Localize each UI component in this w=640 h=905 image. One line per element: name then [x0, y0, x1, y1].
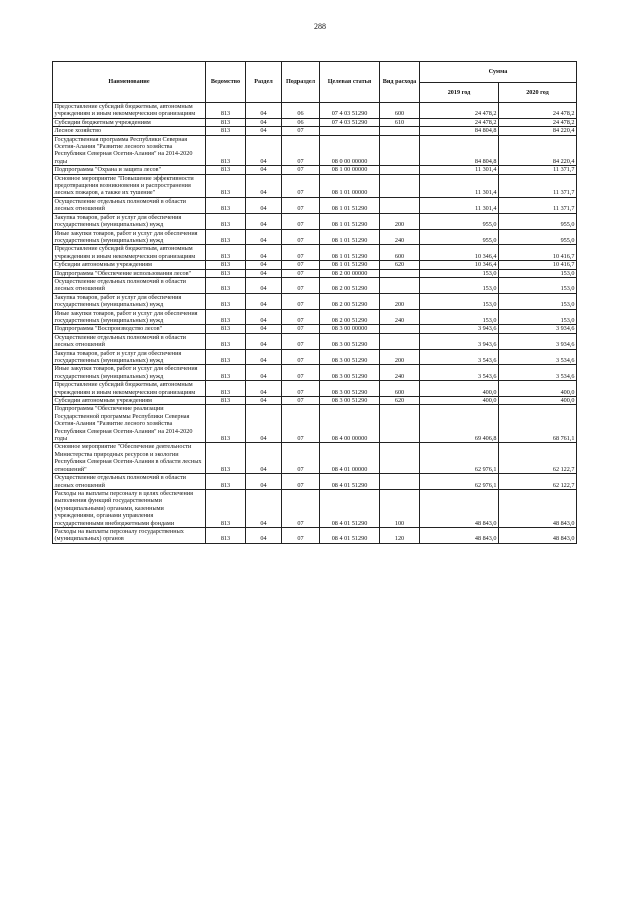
- cell-razdel: 04: [246, 103, 282, 119]
- table-row: [53, 197, 577, 213]
- cell-target-article: 08 3 00 51290: [320, 349, 380, 365]
- table-row: [53, 397, 577, 405]
- cell-vedomstvo: 813: [206, 174, 246, 197]
- cell-name: Закупка товаров, работ и услуг для обеспечения государственных (муниципальных) нужд: [53, 293, 206, 309]
- cell-sum-2019: 3 543,6: [420, 349, 499, 365]
- cell-vedomstvo: 813: [206, 381, 246, 397]
- cell-razdel: 04: [246, 474, 282, 490]
- header-target-article: Целевая статья: [320, 62, 380, 103]
- cell-podrazdel: 07: [282, 325, 320, 333]
- cell-podrazdel: 07: [282, 127, 320, 135]
- cell-sum-2019: 3 543,6: [420, 365, 499, 381]
- cell-expense-type: [380, 333, 420, 349]
- cell-target-article: [320, 127, 380, 135]
- cell-podrazdel: 07: [282, 489, 320, 527]
- cell-vedomstvo: 813: [206, 127, 246, 135]
- cell-sum-2019: 153,0: [420, 309, 499, 325]
- cell-podrazdel: 07: [282, 405, 320, 443]
- cell-vedomstvo: 813: [206, 118, 246, 126]
- cell-name: Осуществление отдельных полномочий в области лесных отношений: [53, 277, 206, 293]
- cell-sum-2020: 10 416,7: [499, 245, 577, 261]
- cell-razdel: 04: [246, 325, 282, 333]
- table-row: [53, 166, 577, 174]
- cell-razdel: 04: [246, 118, 282, 126]
- cell-vedomstvo: 813: [206, 135, 246, 166]
- cell-razdel: 04: [246, 277, 282, 293]
- cell-name: Осуществление отдельных полномочий в области лесных отношений: [53, 474, 206, 490]
- table-row: [53, 174, 577, 197]
- cell-razdel: 04: [246, 293, 282, 309]
- cell-sum-2019: 11 301,4: [420, 174, 499, 197]
- cell-sum-2020: 153,0: [499, 269, 577, 277]
- cell-target-article: 08 4 01 51290: [320, 527, 380, 543]
- cell-expense-type: 200: [380, 213, 420, 229]
- cell-expense-type: 600: [380, 245, 420, 261]
- cell-expense-type: 200: [380, 349, 420, 365]
- cell-target-article: 08 4 01 51290: [320, 489, 380, 527]
- cell-vedomstvo: 813: [206, 349, 246, 365]
- cell-sum-2020: 400,0: [499, 381, 577, 397]
- cell-vedomstvo: 813: [206, 277, 246, 293]
- cell-expense-type: [380, 325, 420, 333]
- table-row: [53, 103, 577, 119]
- cell-sum-2020: 955,0: [499, 213, 577, 229]
- cell-podrazdel: 07: [282, 527, 320, 543]
- cell-vedomstvo: 813: [206, 229, 246, 245]
- cell-vedomstvo: 813: [206, 213, 246, 229]
- cell-razdel: 04: [246, 527, 282, 543]
- cell-target-article: 08 2 00 51290: [320, 309, 380, 325]
- cell-name: Государственная программа Республики Северная Осетия-Алания "Развитие лесного хозяйства Республики Северная Осетия-Алания" на 2014-2020 годы: [53, 135, 206, 166]
- cell-target-article: 08 3 00 51290: [320, 365, 380, 381]
- cell-sum-2019: 69 406,8: [420, 405, 499, 443]
- cell-podrazdel: 07: [282, 229, 320, 245]
- cell-name: Лесное хозяйство: [53, 127, 206, 135]
- header-expense-type: Вид расхода: [380, 62, 420, 103]
- cell-name: Субсидии автономным учреждениям: [53, 261, 206, 269]
- cell-sum-2020: 3 534,6: [499, 349, 577, 365]
- cell-podrazdel: 07: [282, 174, 320, 197]
- cell-vedomstvo: 813: [206, 405, 246, 443]
- cell-podrazdel: 07: [282, 443, 320, 474]
- cell-expense-type: 240: [380, 309, 420, 325]
- header-name: Наименование: [53, 62, 206, 103]
- cell-name: Расходы на выплаты персоналу государственных (муниципальных) органов: [53, 527, 206, 543]
- cell-expense-type: [380, 166, 420, 174]
- cell-vedomstvo: 813: [206, 527, 246, 543]
- cell-razdel: 04: [246, 489, 282, 527]
- cell-razdel: 04: [246, 309, 282, 325]
- cell-expense-type: [380, 277, 420, 293]
- cell-sum-2020: 24 478,2: [499, 118, 577, 126]
- cell-name: Расходы на выплаты персоналу в целях обеспечения выполнения функций государственными (муниципальными) органами, казенными учреждениями, органами управления государственными внебюджетными фондами: [53, 489, 206, 527]
- cell-podrazdel: 07: [282, 245, 320, 261]
- cell-name: Подпрограмма "Обеспечение реализации Государственной программы Республики Северная Осетия-Алания "Развитие лесного хозяйства Республики Северная Осетия-Алания" на 2014-2020 годы: [53, 405, 206, 443]
- cell-vedomstvo: 813: [206, 309, 246, 325]
- cell-expense-type: 120: [380, 527, 420, 543]
- cell-target-article: 08 4 01 00000: [320, 443, 380, 474]
- cell-razdel: 04: [246, 135, 282, 166]
- cell-target-article: 08 1 01 51290: [320, 213, 380, 229]
- cell-podrazdel: 07: [282, 293, 320, 309]
- table-row: [53, 349, 577, 365]
- cell-sum-2019: 10 346,4: [420, 245, 499, 261]
- table-row: [53, 229, 577, 245]
- cell-name: Подпрограмма "Воспроизводство лесов": [53, 325, 206, 333]
- cell-sum-2020: 3 934,6: [499, 333, 577, 349]
- cell-sum-2020: 62 122,7: [499, 474, 577, 490]
- cell-name: Закупка товаров, работ и услуг для обеспечения государственных (муниципальных) нужд: [53, 213, 206, 229]
- cell-razdel: 04: [246, 174, 282, 197]
- cell-expense-type: 240: [380, 229, 420, 245]
- cell-podrazdel: 07: [282, 197, 320, 213]
- cell-razdel: 04: [246, 333, 282, 349]
- cell-expense-type: [380, 405, 420, 443]
- cell-vedomstvo: 813: [206, 166, 246, 174]
- table-row: [53, 489, 577, 527]
- header-razdel: Раздел: [246, 62, 282, 103]
- cell-expense-type: 100: [380, 489, 420, 527]
- cell-expense-type: 200: [380, 293, 420, 309]
- cell-sum-2019: 48 843,0: [420, 489, 499, 527]
- cell-sum-2019: 153,0: [420, 293, 499, 309]
- cell-expense-type: [380, 197, 420, 213]
- cell-sum-2020: 3 534,6: [499, 365, 577, 381]
- cell-expense-type: [380, 474, 420, 490]
- cell-sum-2019: 10 346,4: [420, 261, 499, 269]
- cell-sum-2019: 24 478,2: [420, 118, 499, 126]
- cell-name: Иные закупки товаров, работ и услуг для обеспечения государственных (муниципальных) нужд: [53, 365, 206, 381]
- table-row: [53, 135, 577, 166]
- budget-table: [52, 61, 577, 544]
- cell-razdel: 04: [246, 245, 282, 261]
- cell-vedomstvo: 813: [206, 489, 246, 527]
- header-sum: Сумма: [420, 62, 577, 83]
- cell-name: Осуществление отдельных полномочий в области лесных отношений: [53, 197, 206, 213]
- cell-expense-type: 600: [380, 381, 420, 397]
- cell-name: Субсидии бюджетным учреждениям: [53, 118, 206, 126]
- cell-target-article: 08 1 01 51290: [320, 245, 380, 261]
- cell-target-article: 08 1 01 51290: [320, 261, 380, 269]
- table-row: [53, 405, 577, 443]
- cell-sum-2019: 153,0: [420, 277, 499, 293]
- table-row: [53, 245, 577, 261]
- cell-name: Подпрограмма "Обеспечение использования лесов": [53, 269, 206, 277]
- cell-vedomstvo: 813: [206, 103, 246, 119]
- cell-sum-2019: 62 976,1: [420, 474, 499, 490]
- cell-target-article: 08 1 01 51290: [320, 229, 380, 245]
- cell-razdel: 04: [246, 213, 282, 229]
- cell-target-article: 08 0 00 00000: [320, 135, 380, 166]
- cell-sum-2019: 48 843,0: [420, 527, 499, 543]
- cell-expense-type: [380, 443, 420, 474]
- cell-sum-2020: 3 934,6: [499, 325, 577, 333]
- table-row: [53, 127, 577, 135]
- table-row: [53, 474, 577, 490]
- cell-razdel: 04: [246, 349, 282, 365]
- cell-razdel: 04: [246, 365, 282, 381]
- cell-target-article: 08 1 01 51290: [320, 197, 380, 213]
- cell-target-article: 08 3 00 51290: [320, 397, 380, 405]
- cell-name: Основное мероприятие "Обеспечение деятельности Министерства природных ресурсов и экологии Республики Северная Осетия-Алания в области лесных отношений": [53, 443, 206, 474]
- cell-target-article: 08 4 01 51290: [320, 474, 380, 490]
- cell-razdel: 04: [246, 197, 282, 213]
- cell-podrazdel: 07: [282, 349, 320, 365]
- cell-sum-2020: 10 416,7: [499, 261, 577, 269]
- table-row: [53, 269, 577, 277]
- cell-sum-2019: 400,0: [420, 381, 499, 397]
- cell-podrazdel: 07: [282, 333, 320, 349]
- cell-expense-type: 620: [380, 397, 420, 405]
- cell-name: Предоставление субсидий бюджетным, автономным учреждениям и иным некоммерческим организациям: [53, 103, 206, 119]
- cell-sum-2020: 48 843,0: [499, 489, 577, 527]
- cell-vedomstvo: 813: [206, 197, 246, 213]
- cell-razdel: 04: [246, 229, 282, 245]
- cell-target-article: 08 3 00 51290: [320, 333, 380, 349]
- cell-razdel: 04: [246, 269, 282, 277]
- cell-vedomstvo: 813: [206, 333, 246, 349]
- cell-name: Осуществление отдельных полномочий в области лесных отношений: [53, 333, 206, 349]
- header-year-2019: 2019 год: [420, 83, 499, 103]
- table-row: [53, 365, 577, 381]
- cell-name: Субсидии автономным учреждениям: [53, 397, 206, 405]
- cell-sum-2020: 24 478,2: [499, 103, 577, 119]
- cell-podrazdel: 07: [282, 474, 320, 490]
- cell-target-article: 07 4 03 51290: [320, 118, 380, 126]
- cell-name: Предоставление субсидий бюджетным, автономным учреждениям и иным некоммерческим организациям: [53, 245, 206, 261]
- cell-sum-2019: 62 976,1: [420, 443, 499, 474]
- cell-sum-2019: 11 301,4: [420, 166, 499, 174]
- cell-target-article: 08 2 00 51290: [320, 277, 380, 293]
- cell-target-article: 08 1 00 00000: [320, 166, 380, 174]
- cell-name: Предоставление субсидий бюджетным, автономным учреждениям и иным некоммерческим организациям: [53, 381, 206, 397]
- cell-target-article: 07 4 03 51290: [320, 103, 380, 119]
- cell-expense-type: 610: [380, 118, 420, 126]
- cell-vedomstvo: 813: [206, 261, 246, 269]
- cell-sum-2019: 11 301,4: [420, 197, 499, 213]
- cell-sum-2020: 153,0: [499, 309, 577, 325]
- cell-target-article: 08 2 00 51290: [320, 293, 380, 309]
- cell-podrazdel: 07: [282, 381, 320, 397]
- table-row: [53, 213, 577, 229]
- cell-vedomstvo: 813: [206, 325, 246, 333]
- cell-sum-2020: 955,0: [499, 229, 577, 245]
- table-row: [53, 277, 577, 293]
- cell-sum-2019: 955,0: [420, 229, 499, 245]
- cell-vedomstvo: 813: [206, 269, 246, 277]
- cell-razdel: 04: [246, 381, 282, 397]
- cell-target-article: 08 2 00 00000: [320, 269, 380, 277]
- cell-sum-2020: 68 761,1: [499, 405, 577, 443]
- cell-podrazdel: 07: [282, 269, 320, 277]
- cell-expense-type: 240: [380, 365, 420, 381]
- cell-expense-type: [380, 174, 420, 197]
- cell-podrazdel: 06: [282, 103, 320, 119]
- table-row: [53, 293, 577, 309]
- cell-razdel: 04: [246, 261, 282, 269]
- cell-vedomstvo: 813: [206, 245, 246, 261]
- cell-expense-type: 600: [380, 103, 420, 119]
- cell-vedomstvo: 813: [206, 293, 246, 309]
- cell-sum-2019: 84 804,8: [420, 127, 499, 135]
- cell-sum-2020: 400,0: [499, 397, 577, 405]
- cell-vedomstvo: 813: [206, 443, 246, 474]
- cell-sum-2019: 955,0: [420, 213, 499, 229]
- cell-sum-2019: 24 478,2: [420, 103, 499, 119]
- cell-vedomstvo: 813: [206, 365, 246, 381]
- cell-sum-2020: 153,0: [499, 277, 577, 293]
- cell-vedomstvo: 813: [206, 474, 246, 490]
- cell-sum-2020: 84 220,4: [499, 127, 577, 135]
- cell-podrazdel: 07: [282, 166, 320, 174]
- cell-expense-type: [380, 127, 420, 135]
- cell-podrazdel: 07: [282, 135, 320, 166]
- cell-expense-type: 620: [380, 261, 420, 269]
- table-row: [53, 118, 577, 126]
- cell-name: Основное мероприятие "Повышение эффективности предотвращения возникновения и распространения лесных пожаров, а также их тушение": [53, 174, 206, 197]
- cell-razdel: 04: [246, 443, 282, 474]
- cell-target-article: 08 1 01 00000: [320, 174, 380, 197]
- cell-name: Подпрограмма "Охрана и защита лесов": [53, 166, 206, 174]
- table-row: [53, 443, 577, 474]
- cell-sum-2020: 11 371,7: [499, 174, 577, 197]
- cell-sum-2020: 48 843,0: [499, 527, 577, 543]
- cell-podrazdel: 07: [282, 261, 320, 269]
- cell-expense-type: [380, 135, 420, 166]
- table-row: [53, 309, 577, 325]
- table-body: [53, 103, 577, 544]
- cell-sum-2020: 153,0: [499, 293, 577, 309]
- header-podrazdel: Подраздел: [282, 62, 320, 103]
- table-row: [53, 333, 577, 349]
- cell-razdel: 04: [246, 127, 282, 135]
- table-row: [53, 325, 577, 333]
- cell-sum-2019: 153,0: [420, 269, 499, 277]
- cell-name: Закупка товаров, работ и услуг для обеспечения государственных (муниципальных) нужд: [53, 349, 206, 365]
- cell-razdel: 04: [246, 166, 282, 174]
- page-number: 288: [314, 22, 326, 31]
- header-vedomstvo: Ведомство: [206, 62, 246, 103]
- cell-sum-2019: 3 943,6: [420, 325, 499, 333]
- table-row: [53, 381, 577, 397]
- cell-podrazdel: 07: [282, 309, 320, 325]
- cell-target-article: 08 3 00 00000: [320, 325, 380, 333]
- cell-name: Иные закупки товаров, работ и услуг для обеспечения государственных (муниципальных) нужд: [53, 309, 206, 325]
- cell-sum-2019: 400,0: [420, 397, 499, 405]
- cell-podrazdel: 07: [282, 277, 320, 293]
- cell-target-article: 08 3 00 51290: [320, 381, 380, 397]
- cell-vedomstvo: 813: [206, 397, 246, 405]
- table-row: [53, 527, 577, 543]
- cell-expense-type: [380, 269, 420, 277]
- cell-sum-2020: 62 122,7: [499, 443, 577, 474]
- cell-podrazdel: 07: [282, 397, 320, 405]
- cell-sum-2019: 84 804,8: [420, 135, 499, 166]
- header-year-2020: 2020 год: [499, 83, 577, 103]
- cell-razdel: 04: [246, 405, 282, 443]
- cell-sum-2020: 11 371,7: [499, 197, 577, 213]
- table-row: [53, 261, 577, 269]
- cell-sum-2020: 11 371,7: [499, 166, 577, 174]
- cell-name: Иные закупки товаров, работ и услуг для обеспечения государственных (муниципальных) нужд: [53, 229, 206, 245]
- cell-podrazdel: 06: [282, 118, 320, 126]
- cell-sum-2019: 3 943,6: [420, 333, 499, 349]
- cell-sum-2020: 84 220,4: [499, 135, 577, 166]
- cell-podrazdel: 07: [282, 365, 320, 381]
- cell-podrazdel: 07: [282, 213, 320, 229]
- cell-target-article: 08 4 00 00000: [320, 405, 380, 443]
- cell-razdel: 04: [246, 397, 282, 405]
